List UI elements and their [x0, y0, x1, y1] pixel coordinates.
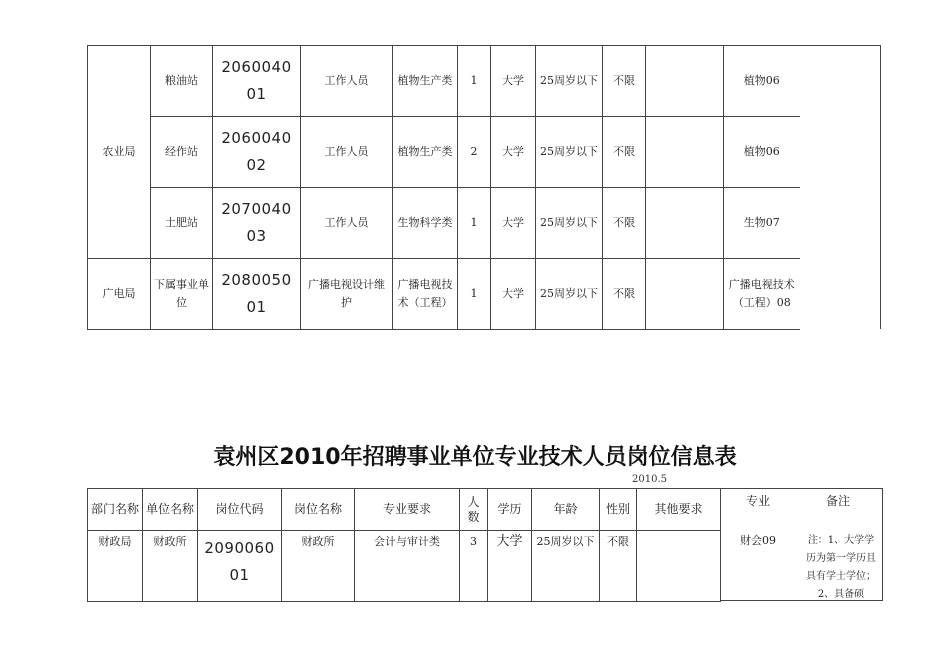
header-position: 岗位名称: [282, 489, 355, 531]
edu-cell: 大学: [491, 46, 536, 117]
other-cell: [646, 188, 724, 259]
unit-cell: 财政所: [143, 531, 198, 602]
spec-cell: 植物06: [724, 117, 800, 188]
table-border-line: [882, 488, 883, 601]
code-cell: 2090060 01: [198, 531, 282, 602]
other-cell: [646, 46, 724, 117]
code-cell: 2080050 01: [213, 259, 301, 330]
count-cell: 2: [458, 117, 491, 188]
major-cell: 会计与审计类: [355, 531, 460, 602]
code-cell: 2060040 01: [213, 46, 301, 117]
document-date: 2010.5: [632, 474, 667, 485]
age-cell: 25周岁以下: [536, 46, 603, 117]
page-title: 袁州区2010年招聘事业单位专业技术人员岗位信息表: [213, 445, 737, 470]
header-edu: 学历: [488, 489, 532, 531]
extra-row-area: [720, 530, 883, 601]
count-cell: 3: [460, 531, 488, 602]
gender-cell: 不限: [603, 117, 646, 188]
age-cell: 25周岁以下: [536, 188, 603, 259]
dept-cell: 农业局: [88, 46, 151, 259]
unit-cell: 下属事业单位: [151, 259, 213, 330]
count-cell: 1: [458, 46, 491, 117]
count-cell: 1: [458, 259, 491, 330]
header-dept: 部门名称: [88, 489, 143, 531]
spec-cell: 植物06: [724, 46, 800, 117]
dept-cell: 财政局: [88, 531, 143, 602]
position-cell: 工作人员: [301, 117, 393, 188]
header-spec: 专业: [746, 494, 771, 508]
unit-cell: 土肥站: [151, 188, 213, 259]
major-cell: 生物科学类: [393, 188, 458, 259]
extra-header-area: [720, 488, 883, 530]
table-header-row: [88, 489, 721, 531]
header-age: 年龄: [532, 489, 600, 531]
spec-cell: 财会09: [740, 534, 776, 547]
spec-cell: 生物07: [724, 188, 800, 259]
table-border-line: [720, 600, 883, 601]
gender-cell: 不限: [603, 46, 646, 117]
edu-cell: 大学: [491, 259, 536, 330]
header-gender: 性别: [600, 489, 637, 531]
edu-cell: 大学: [491, 117, 536, 188]
other-cell: [646, 117, 724, 188]
position-cell: 工作人员: [301, 46, 393, 117]
table-row: [88, 117, 800, 188]
count-cell: 1: [458, 188, 491, 259]
edu-cell: 大学: [491, 188, 536, 259]
note-cell: 注：1、大学学历为第一学历且具有学士学位；2、具备硕: [806, 535, 876, 600]
header-other: 其他要求: [637, 489, 721, 531]
position-cell: 财政所: [282, 531, 355, 602]
table-border-line: [799, 45, 880, 46]
table-row: [88, 46, 800, 117]
table-row: [88, 188, 800, 259]
gender-cell: 不限: [603, 259, 646, 330]
table-border-line: [720, 488, 883, 489]
gender-cell: 不限: [603, 188, 646, 259]
position-cell: 广播电视设计维护: [301, 259, 393, 330]
major-cell: 广播电视技术（工程）: [393, 259, 458, 330]
unit-cell: 粮油站: [151, 46, 213, 117]
edu-cell: 大学: [488, 531, 532, 602]
code-cell: 2060040 02: [213, 117, 301, 188]
header-unit: 单位名称: [143, 489, 198, 531]
dept-cell: 广电局: [88, 259, 151, 330]
age-cell: 25周岁以下: [536, 259, 603, 330]
header-note: 备注: [826, 494, 851, 508]
spec-cell: 广播电视技术（工程）08: [724, 259, 800, 330]
code-cell: 2070040 03: [213, 188, 301, 259]
top-position-table: [87, 45, 800, 330]
bottom-position-table: [87, 488, 721, 602]
major-cell: 植物生产类: [393, 117, 458, 188]
age-cell: 25周岁以下: [532, 531, 600, 602]
unit-cell: 经作站: [151, 117, 213, 188]
header-code: 岗位代码: [198, 489, 282, 531]
header-major: 专业要求: [355, 489, 460, 531]
age-cell: 25周岁以下: [536, 117, 603, 188]
header-count: 人数: [460, 489, 488, 531]
major-cell: 植物生产类: [393, 46, 458, 117]
other-cell: [637, 531, 721, 602]
other-cell: [646, 259, 724, 330]
position-cell: 工作人员: [301, 188, 393, 259]
gender-cell: 不限: [600, 531, 637, 602]
table-border-line: [880, 45, 881, 329]
table-row: [88, 531, 721, 602]
table-row: [88, 259, 800, 330]
